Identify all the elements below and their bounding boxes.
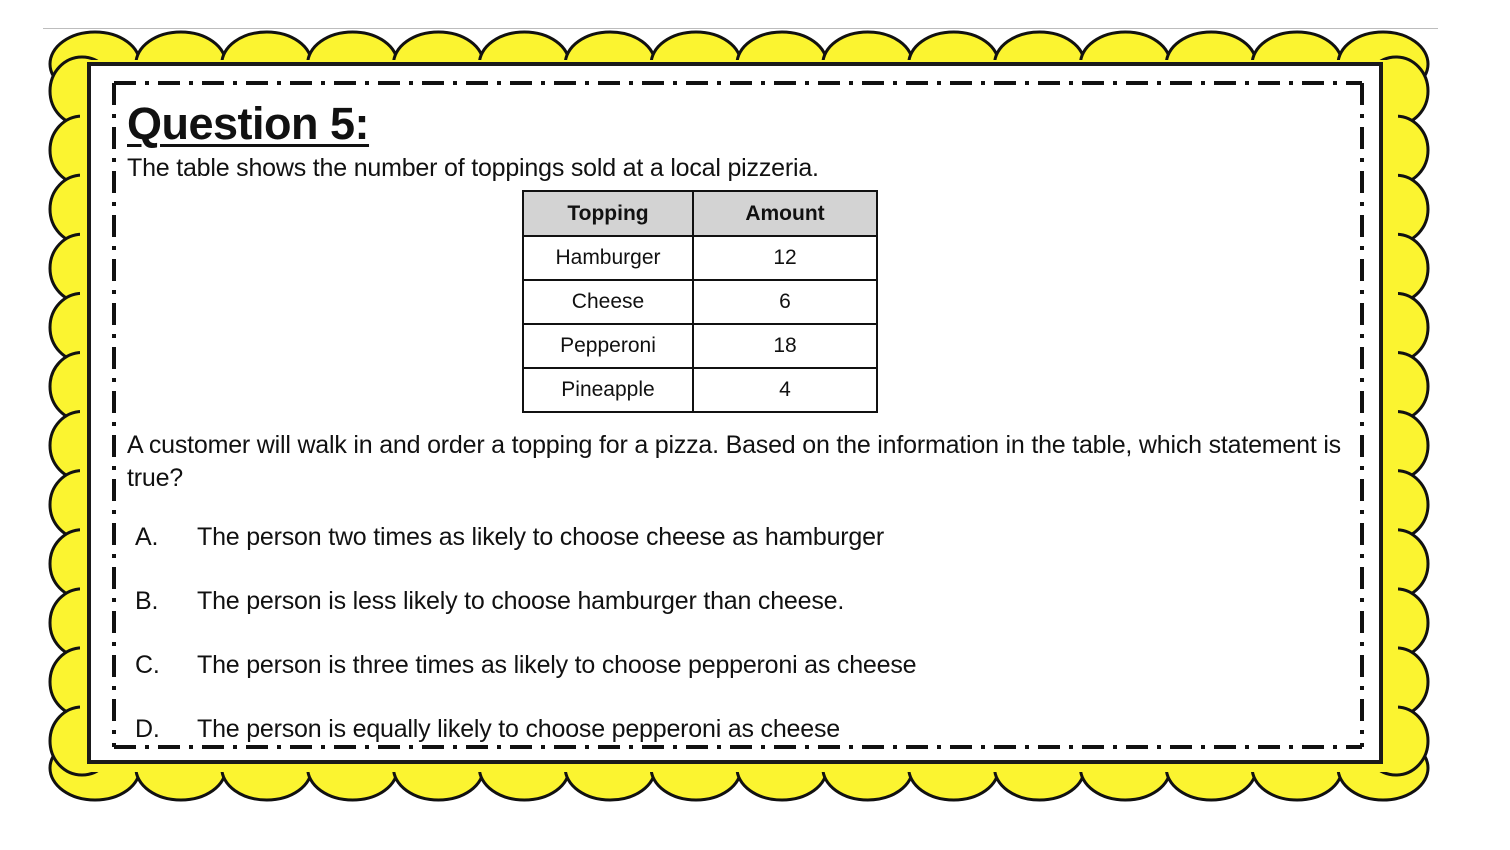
amount-cell: 6 — [693, 280, 877, 324]
question-title: Question 5: — [127, 98, 370, 149]
choice-text: The person is less likely to choose hamburger than cheese. — [197, 587, 845, 615]
question-intro: The table shows the number of toppings sold at a local pizzeria. — [127, 154, 819, 182]
choice-letter: C. — [135, 651, 160, 679]
column-header-amount: Amount — [693, 191, 877, 236]
column-header-topping: Topping — [523, 191, 693, 236]
topping-cell: Hamburger — [523, 236, 693, 280]
choice-text: The person two times as likely to choose cheese as hamburger — [197, 523, 884, 551]
amount-cell: 12 — [693, 236, 877, 280]
amount-cell: 18 — [693, 324, 877, 368]
table-row — [523, 368, 877, 412]
choice-letter: A. — [135, 523, 159, 551]
question-prompt: A customer will walk in and order a topping for a pizza. Based on the information in the table, which statement is true? — [127, 431, 1341, 492]
choice-text: The person is equally likely to choose pepperoni as cheese — [197, 715, 840, 743]
amount-cell: 4 — [693, 368, 877, 412]
choice-letter: B. — [135, 587, 159, 615]
topping-cell: Cheese — [523, 280, 693, 324]
table-header-row — [523, 191, 877, 236]
topping-cell: Pepperoni — [523, 324, 693, 368]
choice-letter: D. — [135, 715, 160, 743]
toppings-table — [522, 190, 878, 413]
table-row — [523, 324, 877, 368]
choice-text: The person is three times as likely to choose pepperoni as cheese — [197, 651, 917, 679]
topping-cell: Pineapple — [523, 368, 693, 412]
question-card — [87, 62, 1383, 764]
table-row — [523, 280, 877, 324]
table-row — [523, 236, 877, 280]
